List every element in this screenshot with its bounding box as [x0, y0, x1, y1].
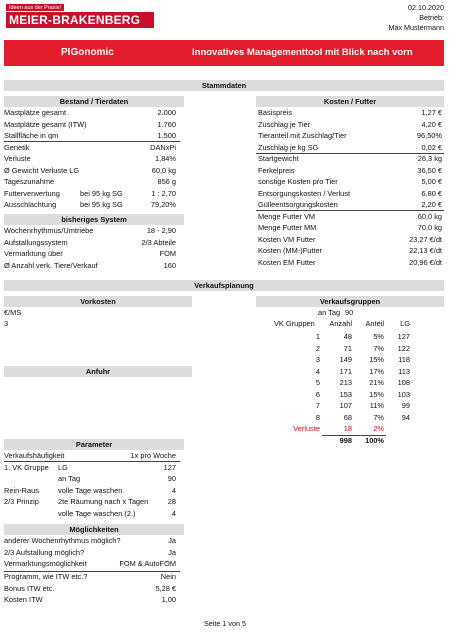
vk-cell: 7% [373, 412, 384, 422]
vk-tag-value: 90 [345, 308, 354, 317]
brand-tagline: Ideen aus der Praxis! [6, 4, 64, 11]
brand-logo [6, 4, 154, 28]
parameter-label: Rein-Raus [4, 485, 39, 495]
kosten-value: 22,13 €/dt [409, 246, 442, 255]
section-vorkosten: Vorkosten [4, 296, 192, 307]
bestand-label: Verluste [4, 154, 31, 163]
vorkosten-value: 3 [4, 319, 9, 328]
bestand-label: Ausschlachtung [4, 200, 57, 209]
itw-label: Programm, wie ITW etc.? [4, 572, 88, 581]
kosten-label: Kosten VM Futter [258, 234, 316, 244]
bestand-value: 1 : 2,70 [151, 188, 176, 198]
moeglichkeit-value: Ja [168, 547, 176, 557]
kosten-label: Ferkelpreis [258, 165, 295, 175]
vk-cell: 103 [397, 389, 410, 399]
kosten-value: 26,3 kg [417, 154, 442, 163]
kosten-label: Kosten EM Futter [258, 257, 316, 267]
kosten-value: 20,96 €/dt [409, 257, 442, 267]
vk-cell: 5% [373, 332, 384, 341]
vk-cell: 8 [315, 412, 320, 422]
vk-cell: 127 [397, 332, 410, 341]
kosten-label: Basispreis [258, 108, 293, 117]
vk-cell: 11% [369, 401, 384, 410]
vk-verluste-cell: 18 [343, 424, 352, 433]
vk-cell: 94 [401, 412, 410, 422]
vk-cell: 108 [397, 378, 410, 387]
vk-tag-label: an Tag [318, 308, 341, 317]
kosten-label: Tieranteil mit Zuschlag/Tier [258, 131, 347, 140]
title-banner [4, 40, 444, 66]
vk-cell: 149 [339, 355, 352, 364]
kosten-value: 96,50% [416, 131, 442, 140]
moeglichkeit-label: Vermarktungsmöglichkeit [4, 559, 87, 568]
vk-header: VK Gruppen [274, 319, 315, 328]
vk-header: LG [400, 319, 410, 328]
parameter-desc: LG [58, 462, 68, 472]
bestand-value: 1,84% [155, 154, 176, 163]
bestand-label: Genetik [4, 142, 30, 152]
kosten-value: 4,20 € [421, 119, 442, 129]
bisheriges-label: Aufstallungssystem [4, 237, 68, 247]
kosten-label: sonstige Kosten pro Tier [258, 177, 338, 186]
moeglichkeit-label: anderer Wochenrhythmus möglich? [4, 536, 121, 545]
vk-cell: 48 [343, 332, 352, 341]
parameter-value: 4 [171, 485, 176, 495]
bestand-value: 856 g [157, 177, 176, 186]
vk-cell: 15% [369, 355, 384, 364]
divider [256, 210, 444, 211]
section-moeglichkeiten: Möglichkeiten [4, 524, 184, 535]
vk-cell: 4 [315, 366, 320, 376]
itw-value: Nein [160, 572, 176, 581]
brand-name: MEIER-BRAKENBERG [6, 12, 154, 28]
vk-cell: 153 [339, 389, 352, 399]
parameter-label: 1. VK Gruppe [4, 462, 49, 472]
kosten-value: 5,00 € [421, 177, 442, 186]
parameter-label: 2/3 Prinzip [4, 497, 39, 506]
divider [4, 141, 180, 142]
vk-cell: 113 [398, 366, 410, 376]
vk-cell: 5 [315, 378, 320, 387]
parameter-value: 28 [167, 497, 176, 506]
bestand-label: Futterverwertung [4, 188, 60, 198]
bisheriges-value: FOM [159, 249, 176, 258]
bestand-label: Mastplätze gesamt (ITW) [4, 119, 87, 129]
vk-cell: 17% [369, 366, 384, 376]
kosten-label: Kosten (MM-)Futter [258, 246, 323, 255]
section-stammdaten: Stammdaten [4, 80, 444, 91]
kosten-value: 2,20 € [421, 200, 442, 209]
parameter-label: Verkaufshäufigkeit [4, 451, 65, 460]
bisheriges-value: 2/3 Abteile [141, 237, 176, 247]
bestand-condition: bei 95 kg SG [80, 200, 123, 209]
parameter-value: 127 [163, 462, 176, 472]
bestand-value: 60,0 kg [151, 165, 176, 175]
kosten-label: Zuschlag je kg SG [258, 142, 319, 152]
vk-cell: 71 [343, 343, 352, 353]
vk-total-cell: 100% [365, 436, 384, 445]
kosten-value: 6,80 € [421, 188, 442, 198]
parameter-desc: volle Tage waschen (2.) [58, 508, 136, 518]
vk-cell: 7 [315, 401, 320, 410]
kosten-label: Menge Futter VM [258, 211, 316, 221]
kosten-value: 1,27 € [421, 108, 442, 117]
divider [4, 461, 180, 462]
bestand-condition: bei 95 kg SG [80, 188, 123, 198]
parameter-value: 1x pro Woche [130, 451, 176, 460]
operator-label: Betrieb: [419, 13, 444, 22]
bestand-value: 2.000 [157, 108, 176, 117]
kosten-label: Menge Futter MM [258, 223, 317, 232]
vk-cell: 7% [373, 343, 384, 353]
bestand-label: Stallfläche in qm [4, 131, 59, 140]
itw-value: 1,00 [161, 595, 176, 604]
bisheriges-value: 160 [163, 260, 176, 270]
itw-label: Bonus ITW etc. [4, 583, 55, 593]
kosten-label: Entsorgungskosten / Verlust [258, 188, 351, 198]
report-date: 02.10.2020 [408, 3, 444, 12]
vk-verluste-cell: 2% [373, 424, 384, 433]
vorkosten-unit: €/MS [4, 308, 22, 317]
itw-value: 5,28 € [155, 583, 176, 593]
bisheriges-label: Wochenrhythmus/Umtriebe [4, 226, 94, 235]
kosten-value: 60,0 kg [417, 211, 442, 221]
section-verkaufsgruppen: Verkaufsgruppen [256, 296, 444, 307]
bestand-label: Tageszunahme [4, 177, 55, 186]
bestand-value: 1.760 [157, 119, 176, 129]
bisheriges-value: 18 - 2,90 [146, 226, 176, 235]
vk-cell: 171 [339, 366, 352, 376]
itw-label: Kosten ITW [4, 595, 43, 604]
kosten-value: 0,02 € [421, 142, 442, 152]
kosten-value: 70,0 kg [417, 223, 442, 232]
moeglichkeit-value: Ja [168, 536, 176, 545]
vk-cell: 6 [315, 389, 320, 399]
kosten-label: Startgewicht [258, 154, 299, 163]
vk-cell: 107 [339, 401, 352, 410]
vk-cell: 122 [397, 343, 410, 353]
parameter-value: 90 [167, 474, 176, 483]
kosten-label: Gülleentsorgungskosten [258, 200, 338, 209]
vk-cell: 118 [398, 355, 410, 364]
bestand-value: DANxPi [150, 142, 176, 152]
bisheriges-label: Ø Anzahl verk. Tiere/Verkauf [4, 260, 98, 270]
vk-header: Anteil [365, 319, 384, 328]
kosten-label: Zuschlag je Tier [258, 119, 311, 129]
section-anfuhr: Anfuhr [4, 366, 192, 377]
section-bestand: Bestand / Tierdaten [4, 96, 184, 107]
vk-header: Anzahl [329, 319, 352, 328]
kosten-value: 36,50 € [417, 165, 442, 175]
vk-cell: 3 [315, 355, 320, 364]
product-slogan: Innovatives Managementtool mit Blick nach vorn [192, 47, 413, 58]
parameter-desc: volle Tage waschen [58, 485, 123, 495]
vk-cell: 15% [369, 389, 384, 399]
section-bisheriges: bisheriges System [4, 214, 184, 225]
parameter-desc: 2te Räumung nach x Tagen [58, 497, 149, 506]
bestand-label: Mastplätze gesamt [4, 108, 67, 117]
operator-name: Max Mustermann [388, 23, 444, 32]
page-number: Seite 1 von 5 [204, 619, 246, 628]
vk-cell: 213 [339, 378, 352, 387]
vk-verluste-cell: Verluste [293, 424, 320, 433]
vk-cell: 1 [315, 332, 320, 341]
product-name: PIGonomic [61, 47, 114, 58]
parameter-value: 4 [171, 508, 176, 518]
vk-cell: 68 [343, 412, 352, 422]
kosten-value: 23,27 €/dt [409, 234, 442, 244]
section-verkaufsplanung: Verkaufsplanung [4, 280, 444, 291]
vk-cell: 2 [315, 343, 320, 353]
vk-total-cell: 998 [339, 436, 352, 445]
vk-cell: 21% [369, 378, 384, 387]
section-parameter: Parameter [4, 439, 184, 450]
vk-cell: 99 [401, 401, 410, 410]
bisheriges-label: Vermarktung über [4, 249, 63, 258]
section-kosten: Kosten / Futter [256, 96, 444, 107]
moeglichkeit-label: 2/3 Aufstallung möglich? [4, 547, 85, 557]
bestand-value: 1.500 [157, 131, 176, 140]
bestand-value: 79,20% [150, 200, 176, 209]
bestand-label: Ø Gewicht Verluste LG [4, 165, 80, 175]
parameter-desc: an Tag [58, 474, 81, 483]
moeglichkeit-value: FOM & AutoFOM [119, 559, 176, 568]
